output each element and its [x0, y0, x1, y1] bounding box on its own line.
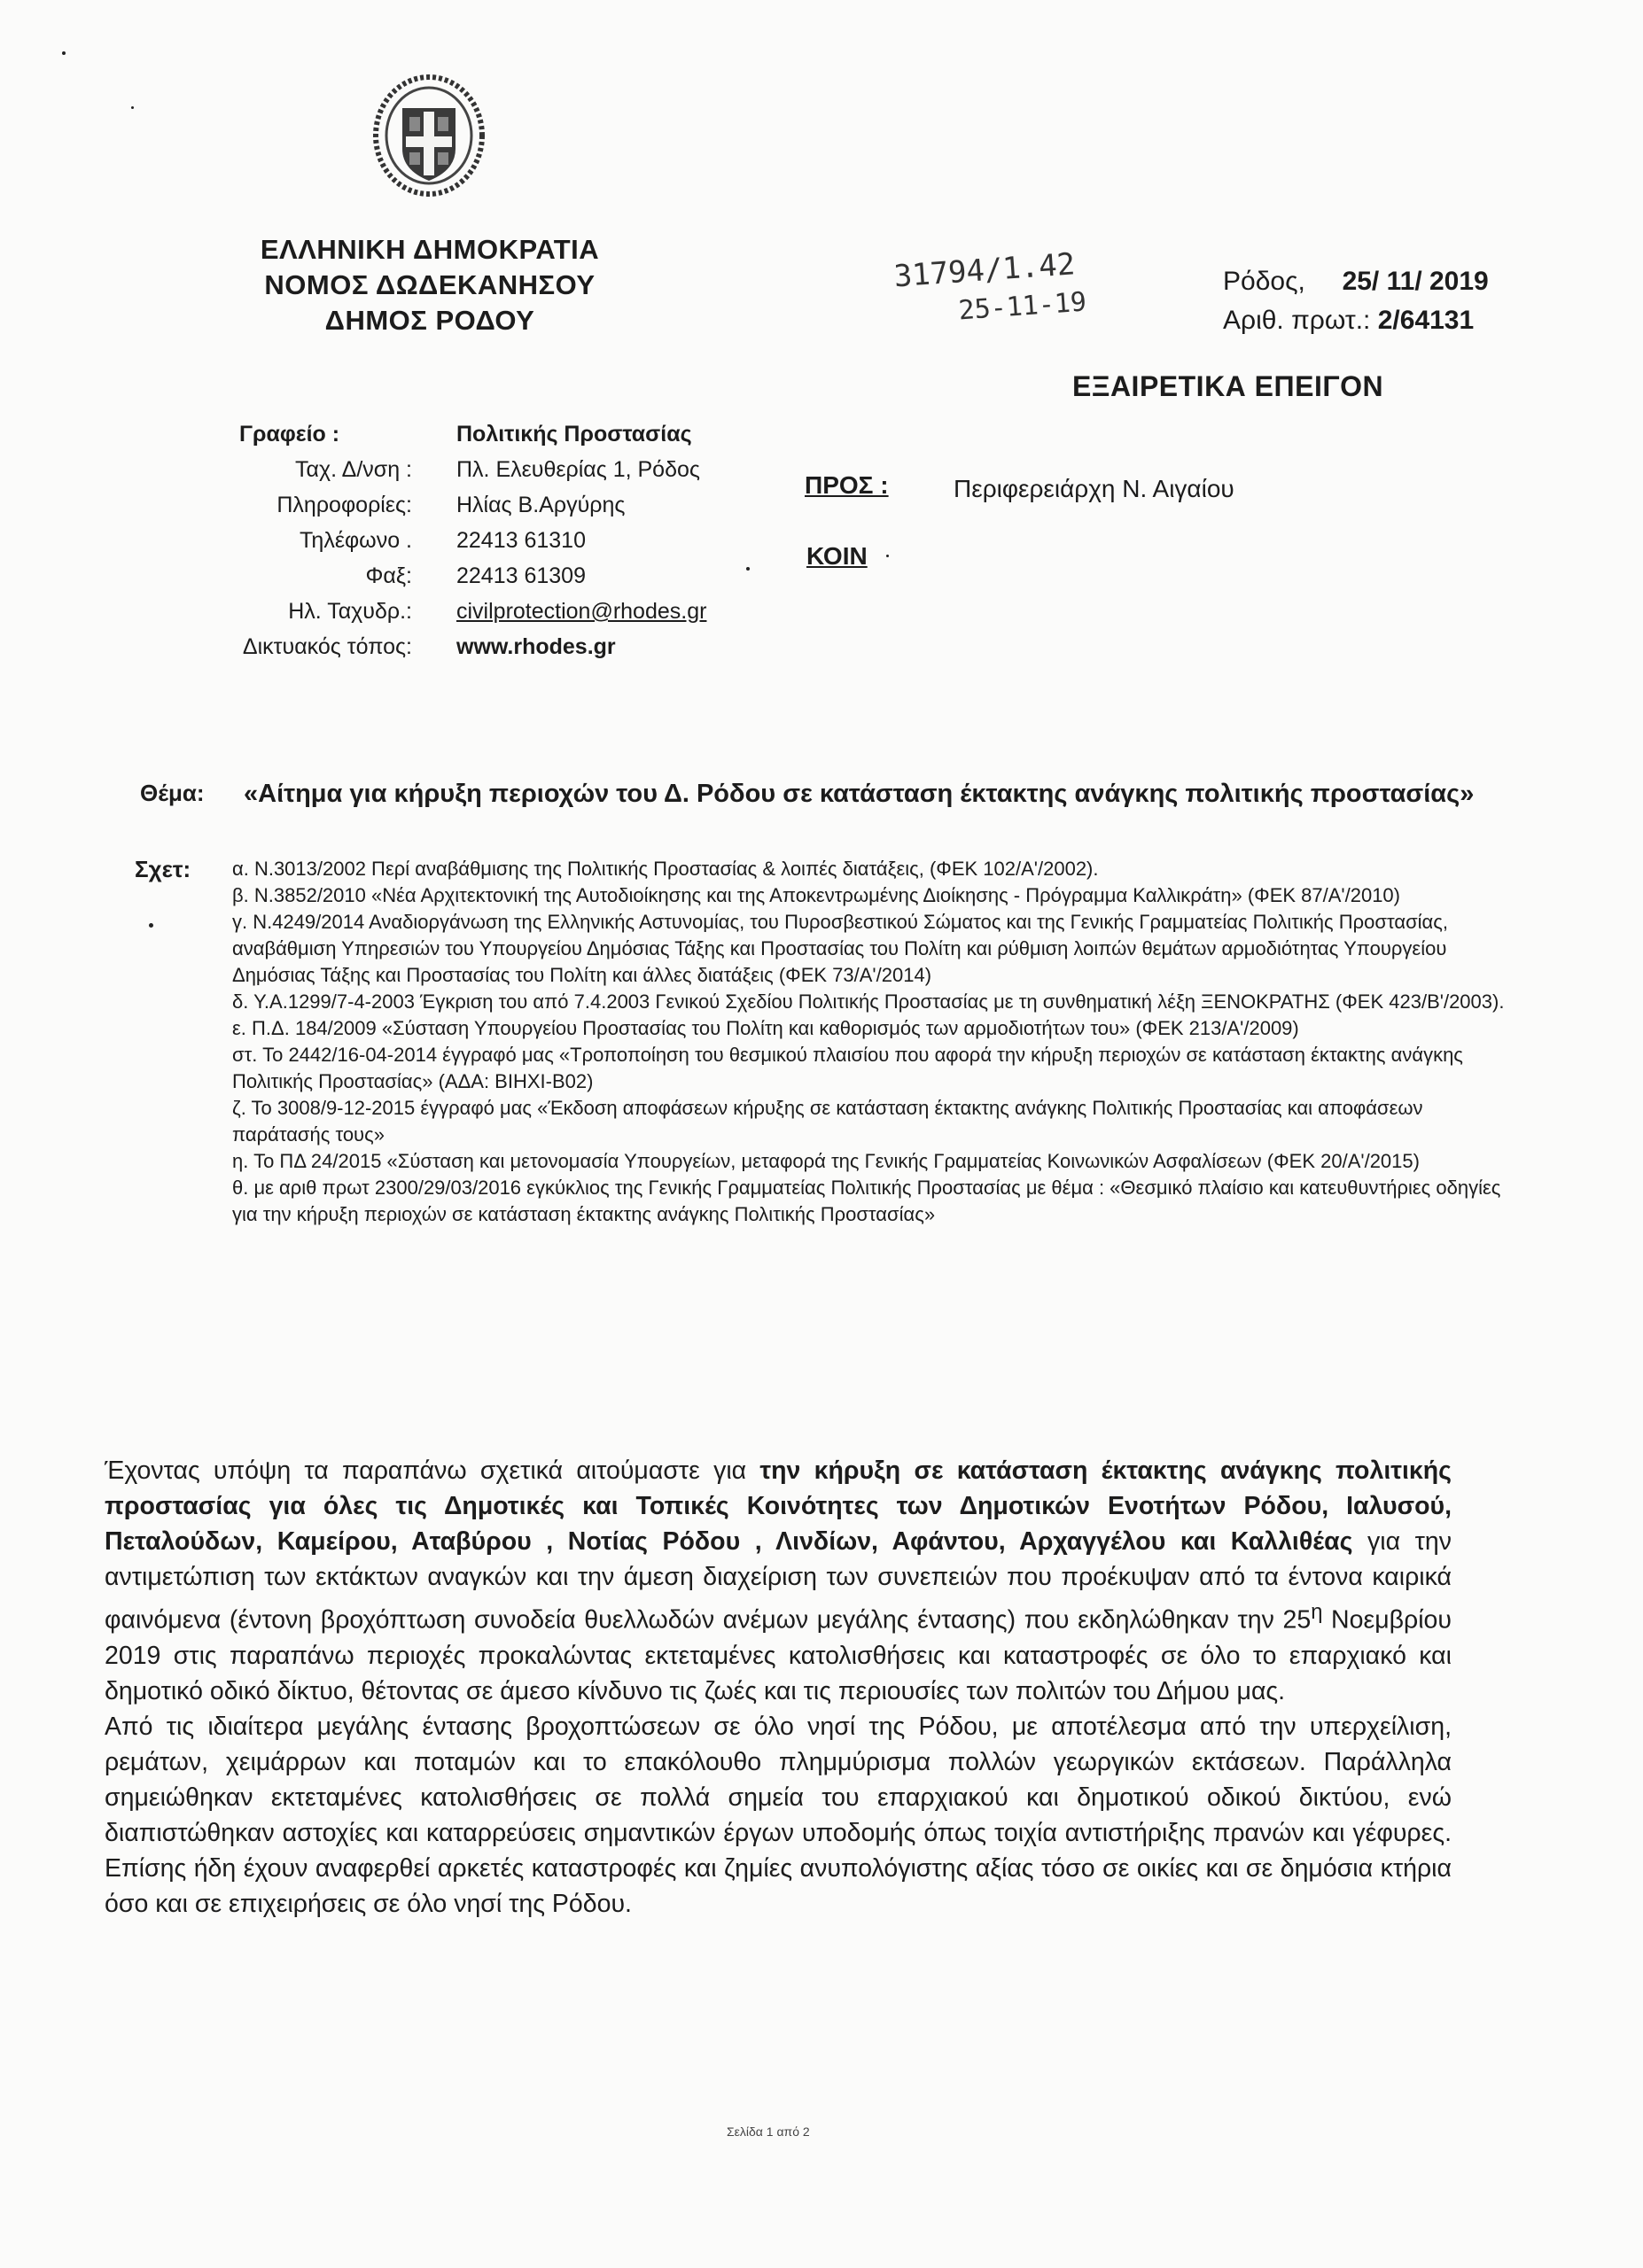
to-label: ΠΡΟΣ : — [805, 471, 889, 499]
website-link[interactable]: www.rhodes.gr — [456, 634, 616, 659]
date-block — [1223, 262, 1489, 340]
reference-item: δ. Υ.Α.1299/7-4-2003 Έγκριση του από 7.4.2003 Γενικού Σχεδίου Πολιτικής Προστασίας με τη συνθηματική λέξη ΞΕΝΟΚΡΑΤΗΣ (ΦΕΚ 423/Β'/2003). — [232, 990, 1505, 1013]
body-bold-run: την κήρυξη σε κατάσταση έκτακτης ανάγκης πολιτικής προστασίας για όλες τις Δημοτικές και Τοπικές Κοινότητες των Δημοτικών Ενοτήτων Ρόδου, Ιαλυσού, Πεταλούδων, Καμείρου, Αταβύρου , Νοτίας Ρόδου , Λινδίων, Αφάντου, Αρχαγγέλου και Καλλιθέας — [105, 1456, 1452, 1556]
contact-details — [222, 416, 706, 664]
contact-label: Ηλ. Ταχυδρ.: — [288, 599, 412, 624]
email-link[interactable]: civilprotection@rhodes.gr — [456, 599, 707, 624]
contact-label: Δικτυακός τόπος: — [242, 634, 412, 659]
handwritten-registration — [892, 239, 1163, 336]
ordinal-superscript: η — [1311, 1600, 1323, 1624]
subject-text: «Αίτημα για κήρυξη περιοχών του Δ. Ρόδου σε κατάσταση έκτακτης ανάγκης πολιτικής προστασίας» — [244, 780, 1475, 808]
contact-row — [222, 594, 706, 629]
scan-speck — [746, 567, 750, 571]
urgent-label: ΕΞΑΙΡΕΤΙΚΑ ΕΠΕΙΓΟΝ — [1072, 370, 1384, 402]
contact-value: 22413 61310 — [456, 528, 586, 553]
contact-value: 22413 61309 — [456, 563, 586, 588]
subject-label: Θέμα: — [140, 780, 205, 806]
to-recipient: Περιφερειάρχη Ν. Αιγαίου — [954, 475, 1234, 502]
scan-speck — [149, 923, 153, 928]
reference-item: ε. Π.Δ. 184/2009 «Σύσταση Υπουργείου Προστασίας του Πολίτη και καθορισμός των αρμοδιοτήτων του» (ΦΕΚ 213/Α'/2009) — [232, 1017, 1299, 1039]
contact-row — [222, 416, 706, 452]
contact-value: Πλ. Ελευθερίας 1, Ρόδος — [456, 457, 700, 482]
reference-item: ζ. Το 3008/9-12-2015 έγγραφό μας «Έκδοση αποφάσεων κήρυξης σε κατάσταση έκτακτης ανάγκης Πολιτικής Προστασίας και αποφάσεων παράτασής τους» — [232, 1097, 1423, 1146]
handwritten-date: 25-11-19 — [957, 286, 1088, 327]
header-line-3: ΔΗΜΟΣ ΡΟΔΟΥ — [324, 305, 535, 336]
reference-item: γ. Ν.4249/2014 Αναδιοργάνωση της Ελληνικής Αστυνομίας, του Πυροσβεστικού Σώματος και της Γενικής Γραμματείας Πολιτικής Προστασίας, αναβάθμιση Υπηρεσιών του Υπουργείου Δημόσιας Τάξης και Προστασίας του Πολίτη και ρύθμιση λοιπών θεμάτων αρμοδιότητας Υπουργείου Δημόσιας Τάξης και Προστασίας του Πολίτη και άλλες διατάξεις (ΦΕΚ 73/Α'/2014) — [232, 911, 1448, 986]
body-paragraph-1 — [105, 1453, 1452, 1709]
contact-label: Ταχ. Δ/νση : — [295, 457, 412, 482]
scan-speck — [886, 555, 889, 557]
reference-item: β. Ν.3852/2010 «Νέα Αρχιτεκτονική της Αυτοδιοίκησης και της Αποκεντρωμένης Διοίκησης - Πρόγραμμα Καλλικράτη» (ΦΕΚ 87/Α'/2010) — [232, 884, 1400, 906]
reference-item: η. Το ΠΔ 24/2015 «Σύσταση και μετονομασία Υπουργείων, μεταφορά της Γενικής Γραμματείας Κοινωνικών Ασφαλίσεων (ΦΕΚ 20/Α'/2015) — [232, 1150, 1420, 1172]
reference-item: α. Ν.3013/2002 Περί αναβάθμισης της Πολιτικής Προστασίας & λοιπές διατάξεις, (ΦΕΚ 102/Α'/2002). — [232, 858, 1099, 880]
contact-row — [222, 629, 706, 664]
references-label: Σχετ: — [135, 856, 191, 882]
reference-item: θ. με αριθ πρωτ 2300/29/03/2016 εγκύκλιος της Γενικής Γραμματείας Πολιτικής Προστασίας με θέμα : «Θεσμικό πλαίσιο και κατευθυντήριες οδηγίες για την κήρυξη περιοχών σε κατάσταση έκτακτης ανάγκης Πολιτικής Προστασίας» — [232, 1177, 1501, 1225]
scan-speck — [62, 51, 66, 55]
contact-label: Γραφείο : — [239, 422, 340, 447]
body-paragraph-2: Από τις ιδιαίτερα μεγάλης έντασης βροχοπτώσεων σε όλο νησί της Ρόδου, με αποτέλεσμα από την υπερχείλιση, ρεμάτων, χειμάρρων και ποταμών και το επακόλουθο πλημμύρισμα πολλών γεωργικών εκτάσεων. Παράλληλα σημειώθηκαν εκτεταμένες κατολισθήσεις σε πολλά σημεία του επαρχιακού και δημοτικού οδικού δικτύου, ενώ διαπιστώθηκαν αστοχίες και καταρρεύσεις σημαντικών έργων υποδομής όπως τοιχία αντιστήριξης πρανών και γέφυρες. Επίσης ήδη έχουν αναφερθεί αρκετές καταστροφές και ζημίες ανυπολόγιστης αξίας τόσο σε οικίες και σε δημόσια κτήρια όσο και σε επιχειρήσεις σε όλο νησί της Ρόδου. — [105, 1712, 1452, 1918]
references-list — [232, 856, 1508, 1228]
body-text-run: για την αντιμετώπιση των εκτάκτων αναγκών και την άμεση διαχείριση των συνεπειών που προέκυψαν από τα έντονα καιρικά φαινόμενα (έντονη βροχόπτωση συνοδεία θυελλωδών ανέμων μεγάλης έντασης) που εκδηλώθηκαν την 25 — [105, 1527, 1452, 1635]
place: Ρόδος, — [1223, 267, 1305, 296]
body-text — [105, 1453, 1452, 1922]
contact-row — [222, 452, 706, 487]
contact-row — [222, 523, 706, 558]
contact-value: Ηλίας Β.Αργύρης — [456, 493, 626, 517]
contact-row — [222, 487, 706, 523]
issuer-header — [230, 232, 629, 338]
page-footer: Σελίδα 1 από 2 — [727, 2124, 810, 2139]
contact-row — [222, 558, 706, 594]
handwritten-number: 31794/1.42 — [892, 246, 1077, 295]
header-line-2: ΝΟΜΟΣ ΔΩΔΕΚΑΝΗΣΟΥ — [264, 269, 596, 300]
document-date: 25/ 11/ 2019 — [1342, 267, 1489, 296]
contact-label: Πληροφορίες: — [276, 493, 412, 517]
header-line-1: ΕΛΛΗΝΙΚΗ ΔΗΜΟΚΡΑΤΙΑ — [260, 234, 600, 265]
cc-label: ΚΟΙΝ — [806, 542, 868, 570]
protocol-number: 2/64131 — [1377, 306, 1475, 335]
coat-of-arms-icon — [370, 73, 487, 198]
body-text-run: Έχοντας υπόψη τα παραπάνω σχετικά αιτούμαστε για — [105, 1456, 760, 1485]
body-text-run: Νοεμβρίου 2019 στις παραπάνω περιοχές προκαλώντας εκτεταμένες κατολισθήσεις και καταστροφές σε όλο το επαρχιακό και δημοτικό οδικό δίκτυο, θέτοντας σε άμεσο κίνδυνο τις ζωές και τις περιουσίες των πολιτών του Δήμου μας. — [105, 1605, 1452, 1705]
scan-speck — [131, 106, 134, 109]
contact-label: Τηλέφωνο . — [299, 528, 412, 553]
reference-item: στ. Το 2442/16-04-2014 έγγραφό μας «Τροποποίηση του θεσμικού πλαισίου που αφορά την κήρυξη περιοχών σε κατάσταση έκτακτης ανάγκης Πολιτικής Προστασίας» (ΑΔΑ: ΒΙΗΧΙ-Β02) — [232, 1044, 1463, 1092]
contact-label: Φαξ: — [365, 563, 412, 588]
contact-value: Πολιτικής Προστασίας — [456, 422, 692, 447]
protocol-label: Αριθ. πρωτ.: — [1223, 306, 1371, 335]
